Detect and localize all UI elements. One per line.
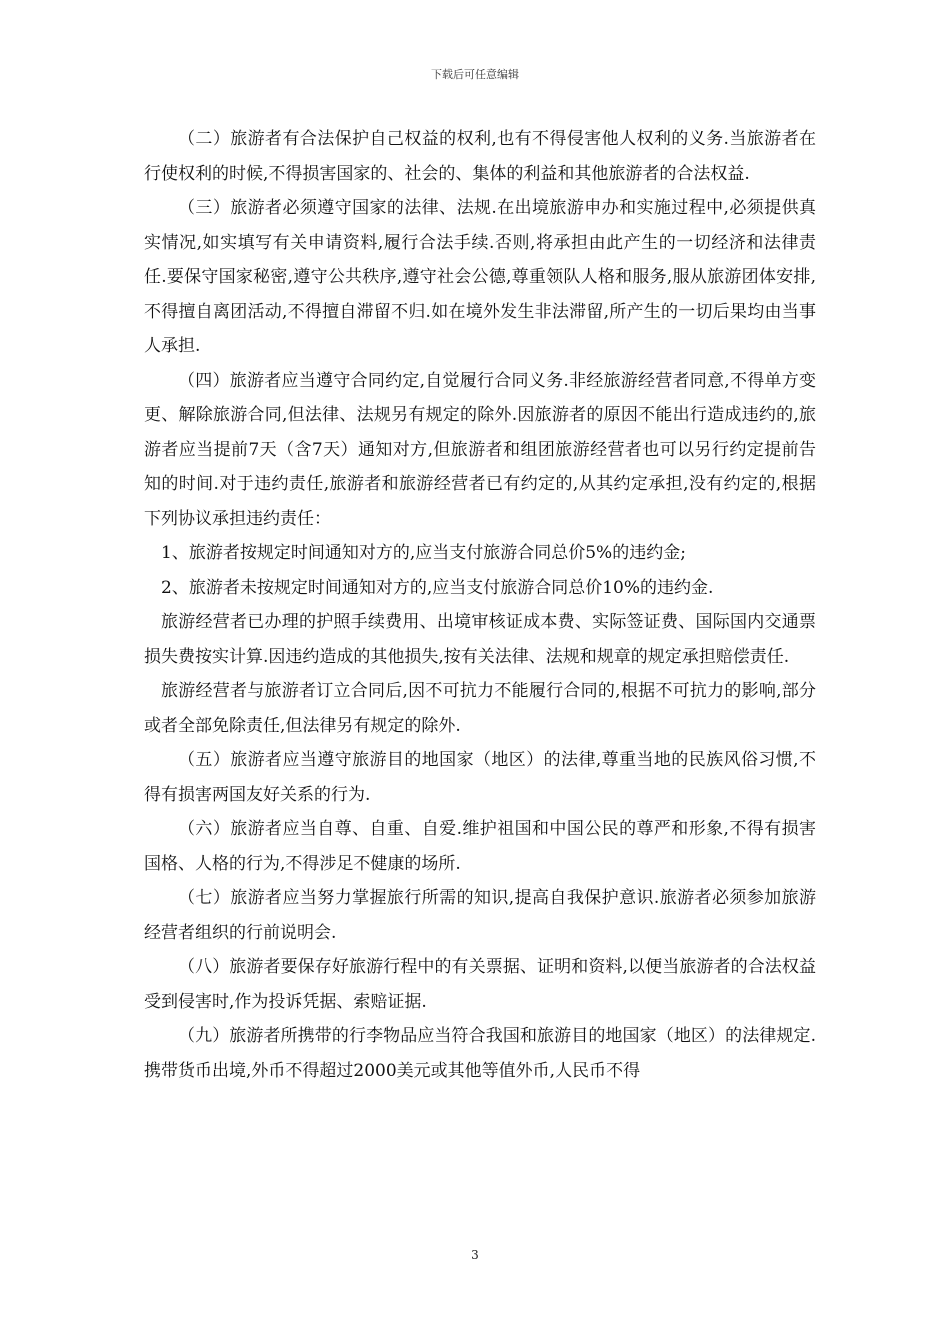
paragraph-3: （三）旅游者必须遵守国家的法律、法规.在出境旅游申办和实施过程中,必须提供真实情况,如实填写有关申请资料,履行合法手续.否则,将承担由此产生的一切经济和法律责任.要保守国家秘密,遵守公共秩序,遵守社会公德,尊重领队人格和服务,服从旅游团体安排,不得擅自离团活动,不得擅自滞留不归.如在境外发生非法滞留,所产生的一切后果均由当事人承担. [144, 198, 816, 356]
paragraph-force-majeure: 旅游经营者与旅游者订立合同后,因不可抗力不能履行合同的,根据不可抗力的影响,部分或者全部免除责任,但法律另有规定的除外. [144, 681, 816, 736]
list-item-1: 1、旅游者按规定时间通知对方的,应当支付旅游合同总价5%的违约金; [161, 543, 686, 563]
page-number: 3 [471, 1248, 479, 1262]
paragraph-9: （九）旅游者所携带的行李物品应当符合我国和旅游目的地国家（地区）的法律规定.携带货币出境,外币不得超过2000美元或其他等值外币,人民币不得 [144, 1026, 816, 1081]
paragraph-6: （六）旅游者应当自尊、自重、自爱.维护祖国和中国公民的尊严和形象,不得有损害国格、人格的行为,不得涉足不健康的场所. [144, 819, 816, 874]
list-item-2: 2、旅游者未按规定时间通知对方的,应当支付旅游合同总价10%的违约金. [161, 577, 714, 598]
paragraph-5: （五）旅游者应当遵守旅游目的地国家（地区）的法律,尊重当地的民族风俗习惯,不得有损害两国友好关系的行为. [144, 750, 816, 805]
document-body [144, 122, 816, 1088]
paragraph-4: （四）旅游者应当遵守合同约定,自觉履行合同义务.非经旅游经营者同意,不得单方变更、解除旅游合同,但法律、法规另有规定的除外.因旅游者的原因不能出行造成违约的,旅游者应当提前7天（含7天）通知对方,但旅游者和组团旅游经营者也可以另行约定提前告知的时间.对于违约责任,旅游者和旅游经营者已有约定的,从其约定承担,没有约定的,根据下列协议承担违约责任： [144, 370, 816, 529]
paragraph-2: （二）旅游者有合法保护自己权益的权利,也有不得侵害他人权利的义务.当旅游者在行使权利的时候,不得损害国家的、社会的、集体的利益和其他旅游者的合法权益. [144, 129, 816, 184]
paragraph-8: （八）旅游者要保存好旅游行程中的有关票据、证明和资料,以便当旅游者的合法权益受到侵害时,作为投诉凭据、索赔证据. [144, 957, 816, 1012]
paragraph-7: （七）旅游者应当努力掌握旅行所需的知识,提高自我保护意识.旅游者必须参加旅游经营者组织的行前说明会. [144, 888, 816, 943]
paragraph-costs: 旅游经营者已办理的护照手续费用、出境审核证成本费、实际签证费、国际国内交通票损失费按实计算.因违约造成的其他损失,按有关法律、法规和规章的规定承担赔偿责任. [144, 612, 816, 667]
page-header: 下载后可任意编辑 [431, 68, 519, 81]
